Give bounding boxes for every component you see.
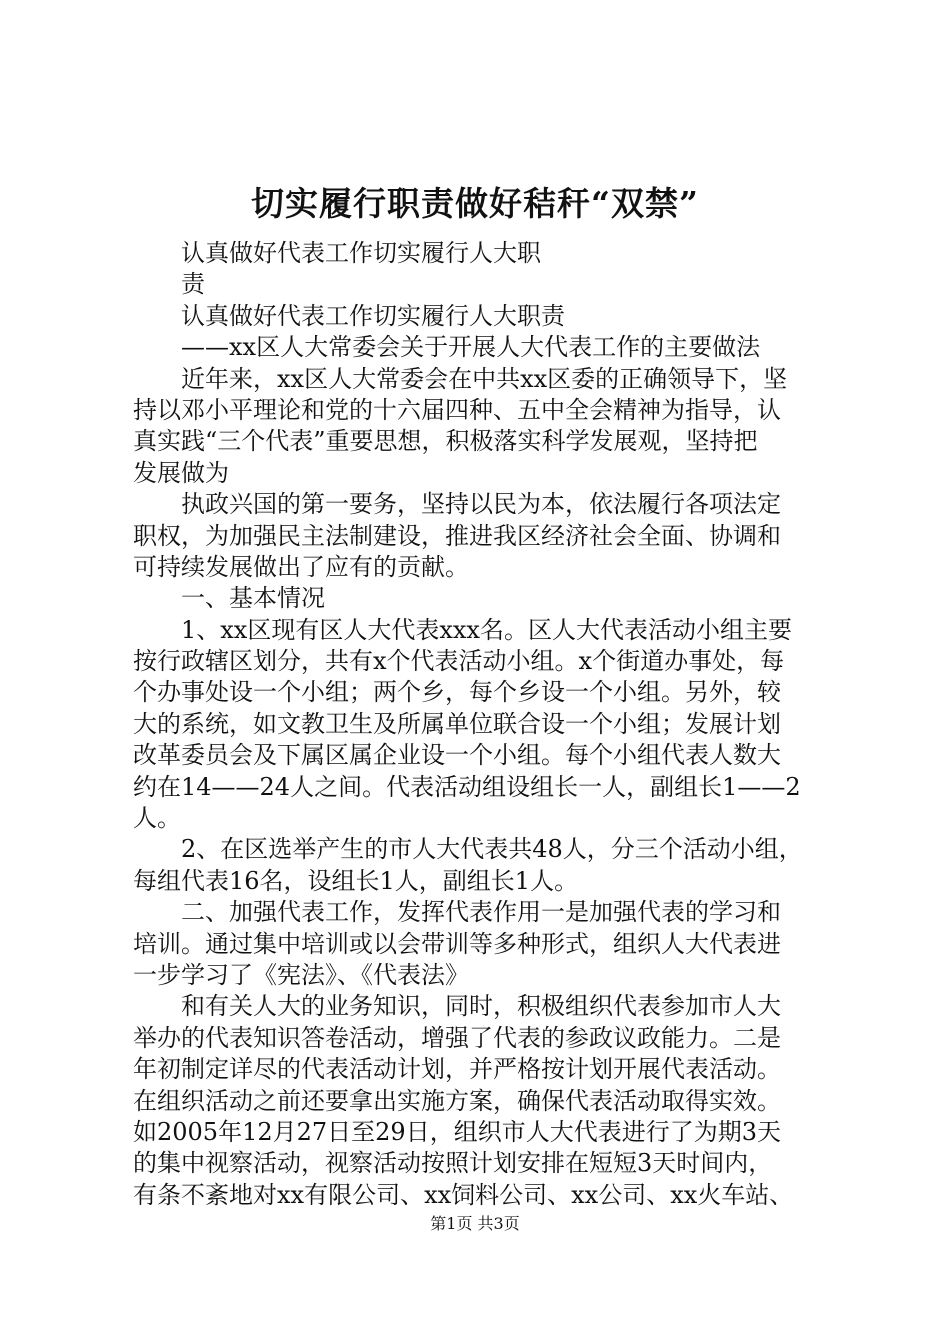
section-heading: 一、基本情况 — [181, 584, 325, 613]
text-line: 年初制定详尽的代表活动计划，并严格按计划开展代表活动。 — [133, 1055, 781, 1084]
text-line: 人。 — [133, 804, 181, 833]
text-line: 大的系统，如文教卫生及所属单位联合设一个小组；发展计划 — [133, 709, 781, 738]
text-line: 培训。通过集中培训或以会带训等多种形式，组织人大代表进 — [133, 929, 781, 958]
text-line: 改革委员会及下属区属企业设一个小组。每个小组代表人数大 — [133, 741, 781, 770]
text-line: 和有关人大的业务知识，同时，积极组织代表参加市人大 — [181, 992, 781, 1021]
text-line: 按行政辖区划分，共有x个代表活动小组。x个街道办事处，每 — [133, 647, 785, 676]
text-line: 约在14——24人之间。代表活动组设组长一人，副组长1——2 — [133, 772, 801, 801]
text-line: 执政兴国的第一要务，坚持以民为本，依法履行各项法定 — [181, 490, 781, 519]
text-line: ——xx区人大常委会关于开展人大代表工作的主要做法 — [181, 333, 761, 362]
text-line: 如2005年12月27日至29日，组织市人大代表进行了为期3天 — [133, 1117, 781, 1146]
text-line: 发展做为 — [133, 458, 229, 487]
text-line: 近年来，xx区人大常委会在中共xx区委的正确领导下，坚 — [181, 364, 788, 393]
text-line: 在组织活动之前还要拿出实施方案，确保代表活动取得实效。 — [133, 1086, 781, 1115]
text-line: 责 — [181, 270, 205, 299]
page-footer: 第1页 共3页 — [430, 1214, 520, 1233]
text-line: 真实践“三个代表”重要思想，积极落实科学发展观，坚持把 — [133, 427, 758, 456]
text-line: 二、加强代表工作，发挥代表作用一是加强代表的学习和 — [181, 898, 781, 927]
text-line: 有条不紊地对xx有限公司、xx饲料公司、xx公司、xx火车站、 — [133, 1180, 794, 1209]
text-line: 可持续发展做出了应有的贡献。 — [133, 552, 469, 581]
text-line: 每组代表16名，设组长1人，副组长1人。 — [133, 866, 579, 895]
document-title: 切实履行职责做好秸秆“双禁” — [251, 184, 699, 223]
document-body — [133, 238, 833, 1211]
text-line: 个办事处设一个小组；两个乡，每个乡设一个小组。另外，较 — [133, 678, 781, 707]
text-line: 的集中视察活动，视察活动按照计划安排在短短3天时间内， — [133, 1149, 773, 1178]
text-line: 2、在区选举产生的市人大代表共48人，分三个活动小组， — [181, 835, 803, 864]
text-line: 认真做好代表工作切实履行人大职责 — [181, 301, 565, 330]
text-line: 1、xx区现有区人大代表xxx名。区人大代表活动小组主要 — [181, 615, 792, 644]
text-line: 举办的代表知识答卷活动，增强了代表的参政议政能力。二是 — [133, 1023, 781, 1052]
text-line: 一步学习了《宪法》、《代表法》 — [133, 960, 469, 989]
text-line: 持以邓小平理论和党的十六届四种、五中全会精神为指导，认 — [133, 395, 781, 424]
text-line: 认真做好代表工作切实履行人大职 — [181, 239, 541, 267]
text-line: 职权，为加强民主法制建设，推进我区经济社会全面、协调和 — [133, 521, 781, 550]
